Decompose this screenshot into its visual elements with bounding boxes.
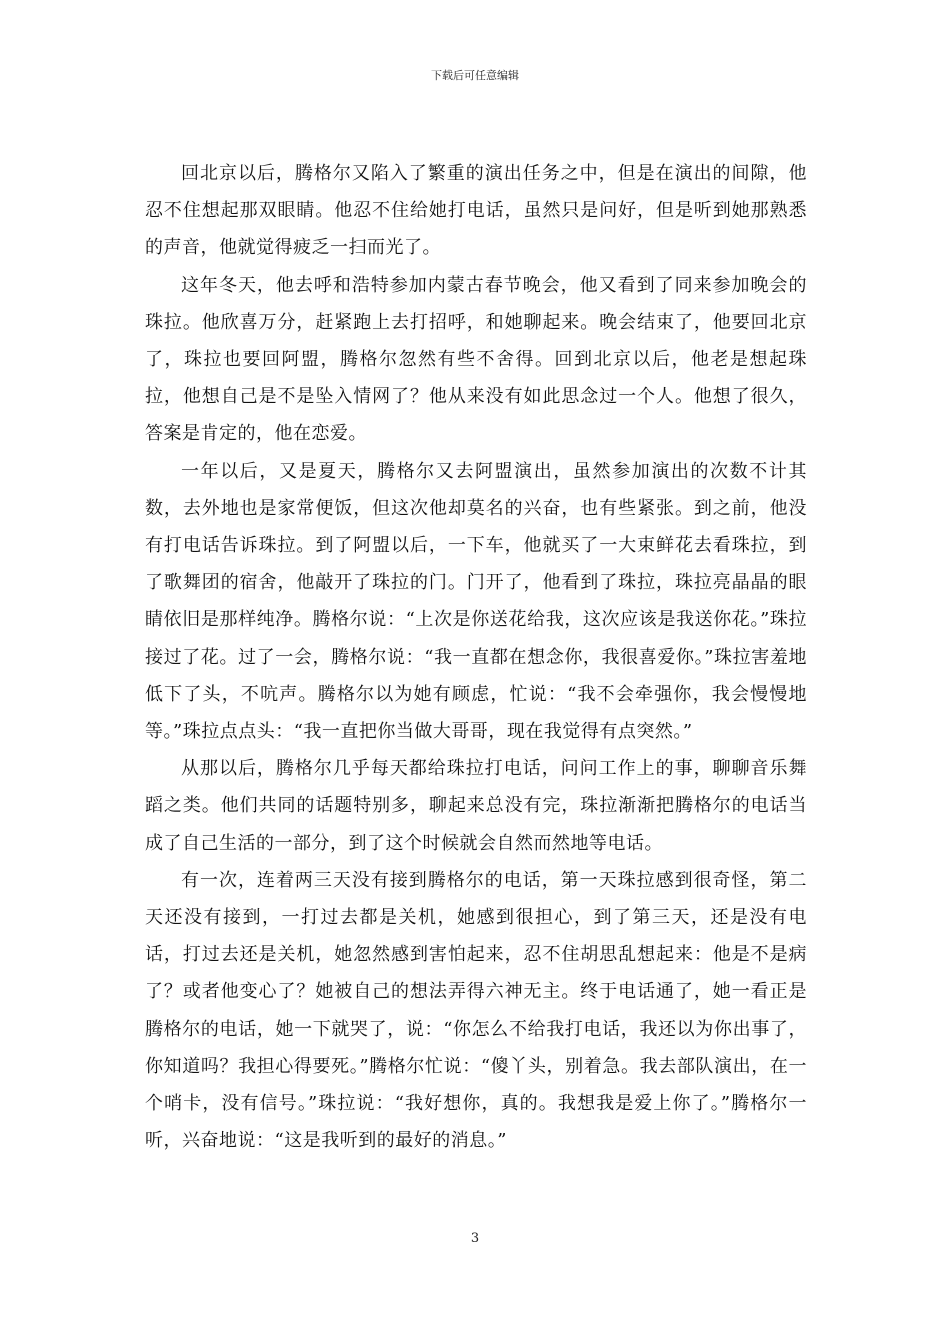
paragraph-2: 这年冬天，他去呼和浩特参加内蒙古春节晚会，他又看到了同来参加晚会的珠拉。他欣喜万分，赶紧跑上去打招呼，和她聊起来。晚会结束了，他要回北京了，珠拉也要回阿盟，腾格尔忽然有些不舍得。回到北京以后，他老是想起珠拉，他想自己是不是坠入情网了？他从来没有如此思念过一个人。他想了很久，答案是肯定的，他在恋爱。: [145, 274, 807, 445]
paragraph-5: 有一次，连着两三天没有接到腾格尔的电话，第一天珠拉感到很奇怪，第二天还没有接到，一打过去都是关机，她感到很担心，到了第三天，还是没有电话，打过去还是关机，她忽然感到害怕起来，忍不住胡思乱想起来：他是不是病了？或者他变心了？她被自己的想法弄得六神无主。终于电话通了，她一看正是腾格尔的电话，她一下就哭了，说：“你怎么不给我打电话，我还以为你出事了，你知道吗？我担心得要死。”腾格尔忙说：“傻丫头，别着急。我去部队演出，在一个哨卡，没有信号。”珠拉说：“我好想你，真的。我想我是爱上你了。”腾格尔一听，兴奋地说：“这是我听到的最好的消息。”: [145, 869, 807, 1152]
paragraph-1: 回北京以后，腾格尔又陷入了繁重的演出任务之中，但是在演出的间隙，他忍不住想起那双眼睛。他忍不住给她打电话，虽然只是问好，但是听到她那熟悉的声音，他就觉得疲乏一扫而光了。: [145, 163, 807, 259]
page-number: 3: [470, 1231, 480, 1246]
paragraph-4: 从那以后，腾格尔几乎每天都给珠拉打电话，问问工作上的事，聊聊音乐舞蹈之类。他们共同的话题特别多，聊起来总没有完，珠拉渐渐把腾格尔的电话当成了自己生活的一部分，到了这个时候就会自然而然地等电话。: [145, 758, 807, 854]
page-header: 下载后可任意编辑: [431, 69, 519, 82]
paragraph-3: 一年以后，又是夏天，腾格尔又去阿盟演出，虽然参加演出的次数不计其数，去外地也是家常便饭，但这次他却莫名的兴奋，也有些紧张。到之前，他没有打电话告诉珠拉。到了阿盟以后，一下车，他就买了一大束鲜花去看珠拉，到了歌舞团的宿舍，他敲开了珠拉的门。门开了，他看到了珠拉，珠拉亮晶晶的眼睛依旧是那样纯净。腾格尔说：“上次是你送花给我，这次应该是我送你花。”珠拉接过了花。过了一会，腾格尔说：“我一直都在想念你，我很喜爱你。”珠拉害羞地低下了头，不吭声。腾格尔以为她有顾虑，忙说：“我不会牵强你，我会慢慢地等。”珠拉点点头：“我一直把你当做大哥哥，现在我觉得有点突然。”: [145, 460, 807, 743]
document-body: [145, 155, 807, 1159]
